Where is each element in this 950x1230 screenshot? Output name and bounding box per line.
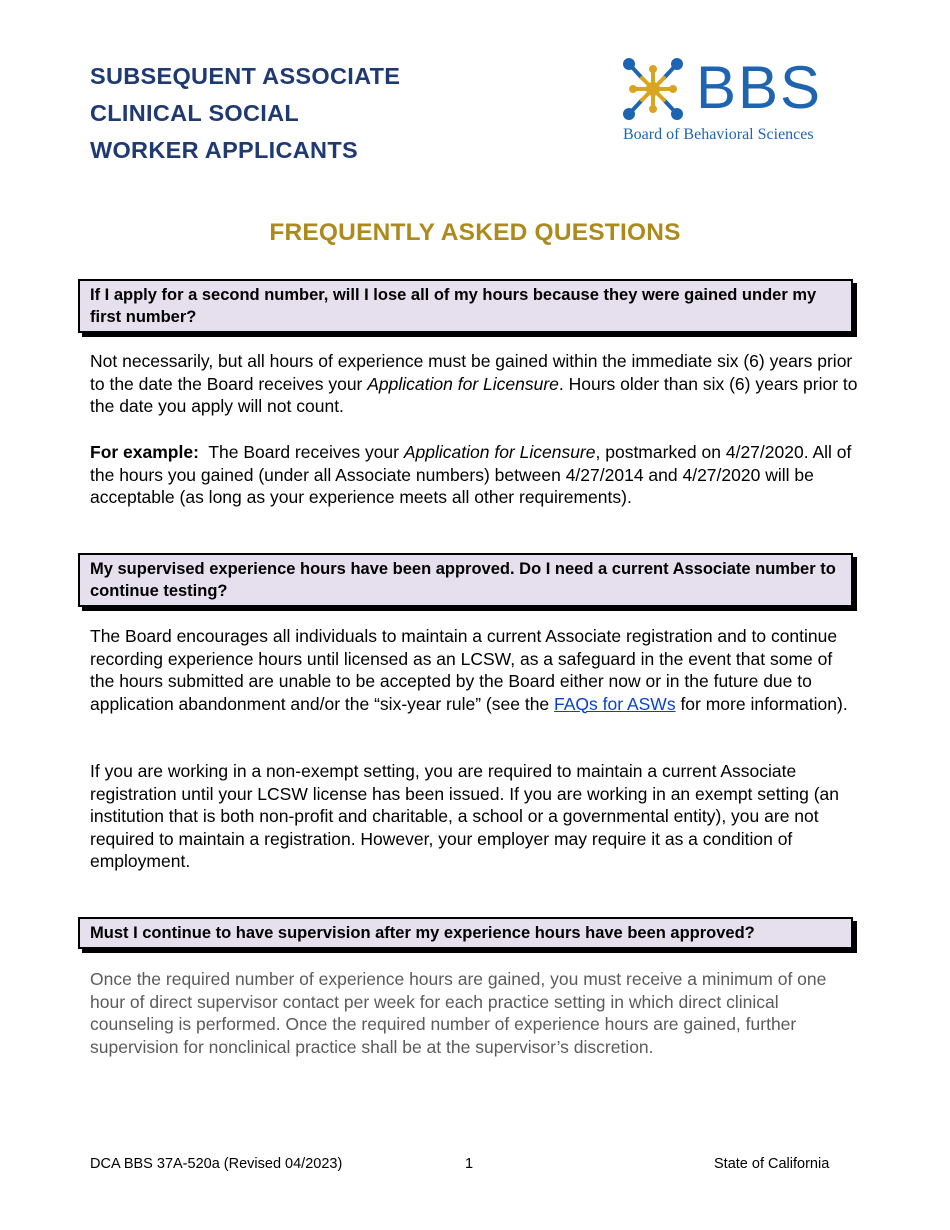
answer-text: Not necessarily, but all hours of experience must be gained within the immediate six (6) years prior to the date the Board receives your	[90, 351, 853, 394]
title-line-1: SUBSEQUENT ASSOCIATE	[90, 63, 401, 89]
bbs-logo	[620, 56, 860, 148]
answer-text: for more information).	[675, 693, 848, 714]
question-text-1: If I apply for a second number, will I lose all of my hours because they were gained under my first number?	[90, 286, 817, 326]
question-box-2	[78, 553, 853, 607]
answer-text: . Hours older than six (6) years prior to the date you apply will not count.	[90, 373, 858, 416]
footer-state: State of California	[714, 1156, 830, 1172]
question-box-3	[78, 917, 853, 949]
question-text-3: Must I continue to have supervision after my experience hours have been approved?	[90, 924, 755, 942]
footer-page-number: 1	[465, 1156, 474, 1172]
answer-italic: Application for Licensure	[367, 373, 559, 394]
document-title	[90, 58, 560, 169]
question-box-1	[78, 279, 853, 333]
answer-1-paragraph-1	[90, 350, 860, 418]
logo-letters: BBS	[696, 54, 823, 121]
answer-3-paragraph: Once the required number of experience hours are gained, you must receive a minimum of one hour of direct supervisor contact per week for each practice setting in which direct clinical counseling is performed. Once the required number of experience hours are gained, further supervision for nonclinical practice shall be at the supervisor’s discretion.	[90, 969, 827, 1057]
question-text-2: My supervised experience hours have been approved. Do I need a current Associate number to continue testing?	[90, 560, 836, 600]
answer-1-paragraph-2	[90, 441, 860, 509]
logo-subtitle: Board of Behavioral Sciences	[623, 126, 814, 143]
faqs-for-asws-link[interactable]: FAQs for ASWs	[554, 693, 676, 714]
answer-italic: Application for Licensure	[403, 442, 596, 462]
answer-text: The Board receives your	[198, 442, 404, 462]
title-line-3: WORKER APPLICANTS	[90, 137, 358, 163]
title-line-2: CLINICAL SOCIAL	[90, 100, 300, 126]
answer-text: , postmarked on 4/27/2020. All of the hours you gained (under all Associate numbers) between 4/27/2014 and 4/27/2020 will be acceptable (as long as your experience meets all other requirements).	[90, 442, 852, 507]
footer-form-id: DCA BBS 37A-520a (Revised 04/2023)	[90, 1156, 343, 1172]
answer-2-paragraph-1	[90, 625, 860, 715]
answer-2-paragraph-2: If you are working in a non-exempt setting, you are required to maintain a current Associate registration until your LCSW license has been issued. If you are working in an exempt setting (an institution that is both non-profit and charitable, a school or a governmental entity), you are not required to maintain a registration. However, your employer may require it as a condition of employment.	[90, 761, 839, 871]
answer-text: The Board encourages all individuals to maintain a current Associate registration and to continue recording experience hours until licensed as an LCSW, as a safeguard in the event that some of the hours submitted are unable to be accepted by the Board either now or in the future due to application abandonment and/or the “six-year rule” (see the	[90, 626, 838, 714]
bbs-molecule-icon	[620, 56, 694, 122]
example-label: For example:	[90, 442, 199, 462]
faq-heading: FREQUENTLY ASKED QUESTIONS	[269, 219, 681, 246]
